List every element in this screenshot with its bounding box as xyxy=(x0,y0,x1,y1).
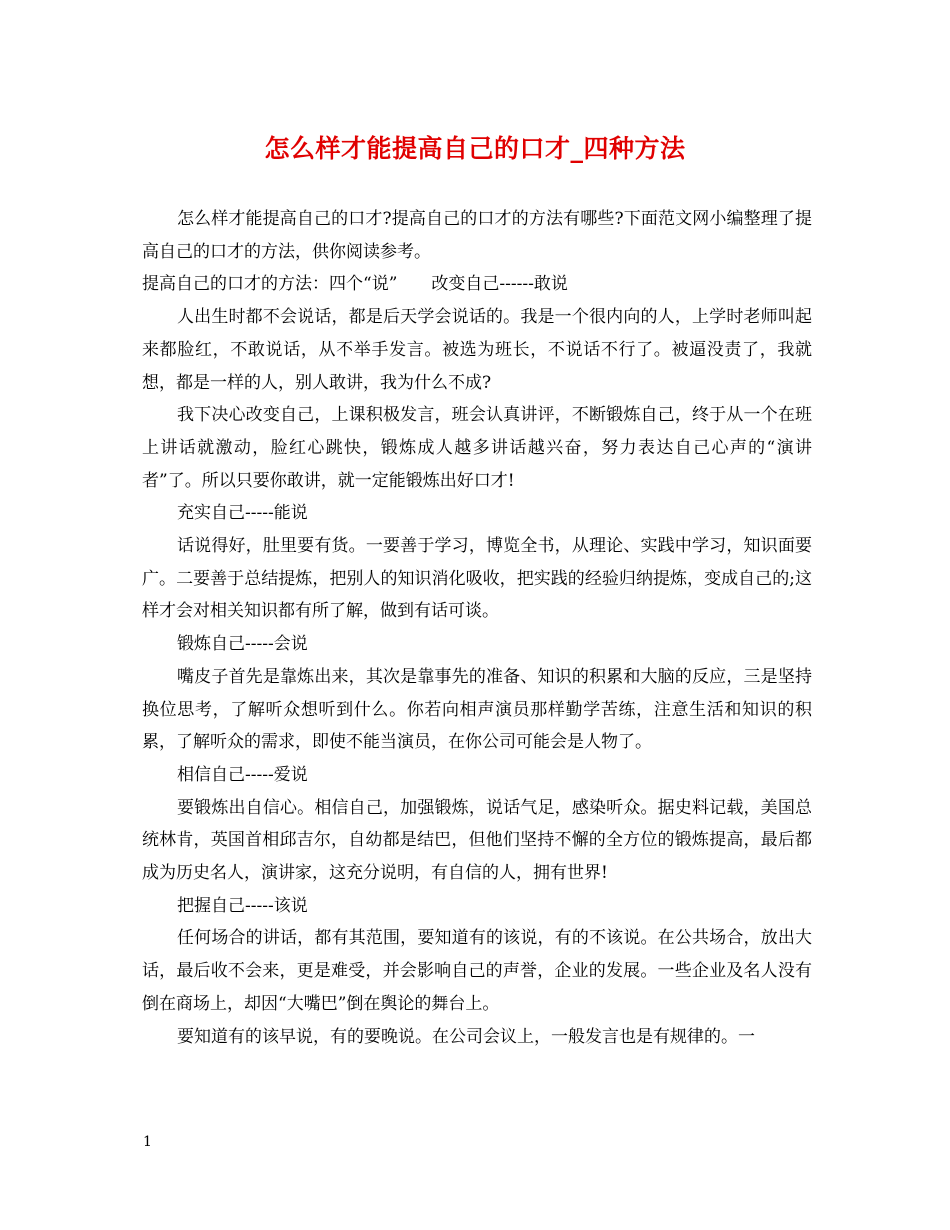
paragraph-subheading: 相信自己-----爱说 xyxy=(177,764,308,785)
paragraph: 话说得好，肚里要有货。一要善于学习，博览全书，从理论、实践中学习，知识面要广。二要善于总结提炼，把别人的知识消化吸收，把实践的经验归纳提炼，变成自己的;这样才会对相关知识都有所了解，做到有话可谈。 xyxy=(142,536,812,622)
paragraph-subheading: 充实自己-----能说 xyxy=(177,503,308,524)
paragraph: 要锻炼出自信心。相信自己，加强锻炼，说话气足，感染听众。据史料记载，美国总统林肯，英国首相邱吉尔，自幼都是结巴，但他们坚持不懈的全方位的锻炼提高，最后都成为历史名人，演讲家，这充分说明，有自信的人，拥有世界! xyxy=(142,797,812,884)
paragraph: 我下决心改变自己，上课积极发言，班会认真讲评，不断锻炼自己，终于从一个在班上讲话就激动，脸红心跳快，锻炼成人越多讲话越兴奋，努力表达自己心声的“演讲者”了。所以只要你敢讲，就一定能锻炼出好口才! xyxy=(142,405,812,491)
document-body xyxy=(142,203,812,1053)
paragraph-intro: 怎么样才能提高自己的口才?提高自己的口才的方法有哪些?下面范文网小编整理了提高自己的口才的方法，供你阅读参考。 xyxy=(142,209,812,262)
paragraph-subheading: 把握自己-----该说 xyxy=(177,895,308,916)
document-title: 怎么样才能提高自己的口才_四种方法 xyxy=(264,134,686,163)
paragraph: 嘴皮子首先是靠炼出来，其次是靠事先的准备、知识的积累和大脑的反应，三是坚持换位思考，了解听众想听到什么。你若向相声演员那样勤学苦练，注意生活和知识的积累，了解听众的需求，即使不能当演员，在你公司可能会是人物了。 xyxy=(142,666,812,753)
paragraph: 要知道有的该早说，有的要晚说。在公司会议上，一般发言也是有规律的。一 xyxy=(177,1026,755,1047)
paragraph: 人出生时都不会说话，都是后天学会说话的。我是一个很内向的人，上学时老师叫起来都脸红，不敢说话，从不举手发言。被选为班长，不说话不行了。被逼没责了，我就想，都是一样的人，别人敢讲，我为什么不成? xyxy=(142,307,812,393)
page-number: 1 xyxy=(143,1134,152,1150)
paragraph-section-header: 提高自己的口才的方法：四个“说” 改变自己------敢说 xyxy=(142,274,568,295)
paragraph-subheading: 锻炼自己-----会说 xyxy=(177,634,308,655)
paragraph: 任何场合的讲话，都有其范围，要知道有的该说，有的不该说。在公共场合，放出大话，最后收不会来，更是难受，并会影响自己的声誉，企业的发展。一些企业及名人没有倒在商场上，却因“大嘴巴”倒在舆论的舞台上。 xyxy=(142,928,812,1014)
